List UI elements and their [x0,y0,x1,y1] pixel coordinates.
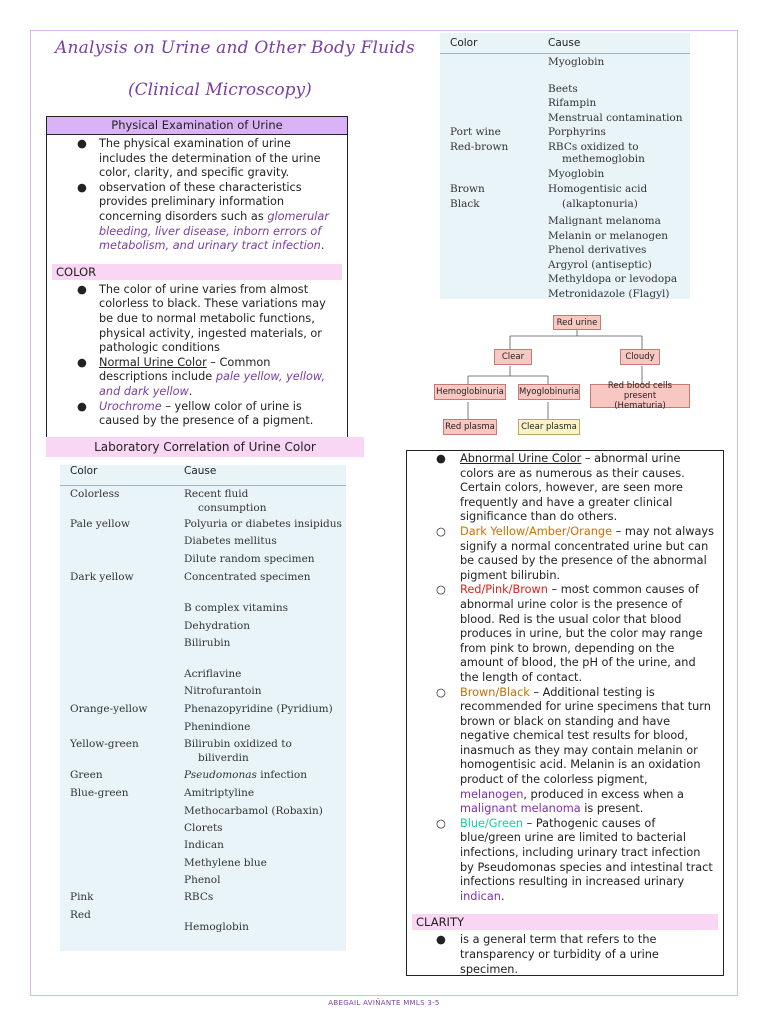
table-cell-cause: RBCs [184,891,214,903]
lab-correlation-title: Laboratory Correlation of Urine Color [46,437,364,457]
table-cell-color: Blue-green [70,787,129,799]
table-cell-cause: Methylene blue [184,857,267,869]
column-header-color: Color [70,465,98,477]
table-cell-cause: methemoglobin [562,153,645,165]
table-cell-cause: Hemoglobin [184,921,249,933]
list-item [407,452,723,525]
term-label: Normal Urine Color [99,355,207,369]
flow-node-hemoglobinuria: Hemoglobinuria [434,384,506,400]
bullet-text: The physical examination of urine includes the determination of the urine color, clarity, and specific gravity. [99,137,321,180]
bullet-text: – Common descriptions include [99,355,271,384]
list-item [47,137,347,181]
table-cell-cause: Pseudomonas infection [184,769,307,781]
circle-bullet-icon: ○ [436,685,446,699]
table-cell-color: Black [450,198,480,210]
bullet-icon: ● [77,399,87,413]
term-label: Urochrome [99,399,162,413]
abnormal-color-box [406,450,724,976]
table-cell-cause: Rifampin [548,97,597,109]
circle-bullet-icon: ○ [436,816,446,830]
list-item [47,283,347,356]
bullet-text: , produced in excess when a [523,787,684,801]
bullet-text: is present. [580,802,644,816]
circle-bullet-icon: ○ [436,583,446,597]
table-cell-cause: Diabetes mellitus [184,535,277,547]
bullet-icon: ● [77,355,87,369]
bullet-icon: ● [436,452,446,465]
column-header-color: Color [450,37,478,49]
bullet-icon: ● [77,180,87,194]
flow-node-rbc-present [590,381,690,411]
table-cell-cause: Menstrual contamination [548,112,683,124]
table-cell-color: Orange-yellow [70,703,148,715]
table-cell-cause: Dilute random specimen [184,553,315,565]
table-cell-cause: Bilirubin oxidized to [184,738,292,750]
table-cell-cause: Dehydration [184,620,250,632]
table-cell-cause: Methocarbamol (Robaxin) [184,805,323,817]
list-item [407,583,723,685]
flow-node-clear-plasma: Clear plasma [518,419,580,435]
table-cell-cause: Beets [548,83,578,95]
bullet-text-end: . [188,384,193,398]
table-cell-cause: biliverdin [198,752,249,764]
flow-node-red-urine: Red urine [553,315,601,330]
column-header-cause: Cause [548,37,581,49]
table-divider [440,53,690,54]
table-cell-cause: Methyldopa or levodopa [548,273,678,285]
bullet-text: – Pathogenic causes of blue/green urine are limited to bacterial infections, including urinary tract infection by Pseudomonas species and intestinal tract infections resulting in increased urinary [460,816,713,889]
bullet-text: – yellow color of urine is caused by the presence of a pigment. [99,399,314,428]
highlight-text: melanogen [460,787,524,801]
bullet-text: is a general term that refers to the transparency or turbidity of a urine specimen. [460,933,659,976]
table-cell-color: Brown [450,183,485,195]
table-cell-cause: Phenol [184,874,221,886]
bullet-text: – may not always signify a normal concentrated urine but can be caused by the presence of the abnormal pigment bilirubin. [460,524,714,582]
urine-color-table-left [60,465,346,951]
term-label: Brown/Black [460,685,530,699]
table-cell-cause: Concentrated specimen [184,571,311,583]
physical-exam-box [46,116,348,446]
clarity-header: CLARITY [412,914,718,930]
bullet-text: observation of these characteristics provides preliminary information concerning disorders such as [99,180,302,223]
highlight-text: pale yellow, yellow, and dark yellow [99,370,326,398]
bullet-text: . [500,889,505,903]
table-cell-cause: Argyrol (antiseptic) [548,259,652,271]
list-item [407,933,723,977]
table-cell-cause: Porphyrins [548,126,606,138]
urine-color-table-right [440,33,690,299]
table-cell-cause: Phenindione [184,721,251,733]
flow-node-clear: Clear [494,349,532,365]
table-cell-color: Pale yellow [70,518,130,530]
table-cell-cause: Recent fluid [184,488,249,500]
highlight-text: malignant melanoma [460,802,581,816]
table-cell-cause: Myoglobin [548,168,605,180]
bullet-text: – Additional testing is recommended for urine specimens that turn brown or black on standing and have negative chemical test results for blood, inasmuch as they may contain melanin or homogentisic acid. Melanin is an oxidation product of the colorless pigment, [460,685,711,787]
table-divider [60,485,346,486]
highlight-text: indican [460,889,501,903]
bullet-text: – abnormal urine colors are as numerous as their causes. Certain colors, however, are seen more frequently and have a greater clinical significance than do others. [460,452,685,524]
flow-node-hematuria-label: (Hematuria) [614,401,666,411]
flow-node-rbc-label: Red blood cells present [607,381,673,401]
bullet-icon: ● [436,933,446,947]
table-cell-color: Port wine [450,126,501,138]
bullet-icon: ● [77,282,87,296]
table-cell-color: Red-brown [450,141,509,153]
table-cell-color: Yellow-green [70,738,139,750]
page-title: Analysis on Urine and Other Body Fluids [55,38,415,58]
table-cell-cause: Nitrofurantoin [184,685,262,697]
table-cell-cause: Polyuria or diabetes insipidus [184,518,342,530]
table-cell-cause: B complex vitamins [184,602,289,614]
term-label: Abnormal Urine Color [460,452,582,465]
column-header-cause: Cause [184,465,217,477]
table-cell-cause: Metronidazole (Flagyl) [548,288,670,300]
list-item [407,525,723,583]
table-cell-cause: Malignant melanoma [548,215,661,227]
physical-exam-header: Physical Examination of Urine [47,117,347,135]
term-label: Red/Pink/Brown [460,583,548,597]
flow-node-myoglobinuria: Myoglobinuria [518,384,580,400]
list-item [407,686,723,817]
bullet-text: The color of urine varies from almost colorless to black. These variations may be due to normal metabolic functions, physical activity, ingested materials, or pathologic conditions [99,282,326,355]
table-cell-color: Dark yellow [70,571,134,583]
bullet-icon: ● [77,137,87,150]
list-item [47,356,347,400]
highlight-text: glomerular bleeding, liver disease, inborn errors of metabolism, and urinary tract infection [99,209,329,253]
table-cell-cause: RBCs oxidized to [548,141,639,153]
table-cell-cause: Amitriptyline [184,787,255,799]
bullet-text: – most common causes of abnormal urine color is the presence of blood. Red is the usual color that blood produces in urine, but the color may range from pink to brown, depending on the amount of blood, the pH of the urine, and the length of contact. [460,583,703,684]
table-cell-cause: Clorets [184,822,223,834]
list-item [47,181,347,254]
flow-node-red-plasma: Red plasma [443,419,497,435]
circle-bullet-icon: ○ [436,524,446,538]
table-cell-color: Red [70,909,91,921]
table-cell-cause: Melanin or melanogen [548,230,669,242]
list-item [47,400,347,429]
table-cell-color: Green [70,769,103,781]
flow-node-cloudy: Cloudy [620,349,660,365]
table-cell-cause: Acriflavine [184,668,242,680]
bullet-text-end: . [320,239,325,253]
table-cell-cause: Indican [184,839,224,851]
table-cell-cause: Phenol derivatives [548,244,647,256]
table-cell-cause: Homogentisic acid [548,183,648,195]
color-header: COLOR [52,264,342,280]
table-cell-cause: Phenazopyridine (Pyridium) [184,703,333,715]
table-cell-cause: Bilirubin [184,637,231,649]
table-cell-cause: Myoglobin [548,56,605,68]
table-cell-cause: (alkaptonuria) [562,198,638,210]
term-label: Blue/Green [460,816,524,830]
footer-author: ABEGAIL AVIÑANTE MMLS 3-5 [328,999,440,1007]
term-label: Dark Yellow/Amber/Orange [460,524,613,538]
list-item [407,817,723,905]
table-cell-cause: consumption [198,502,267,514]
page-subtitle: (Clinical Microscopy) [128,80,312,100]
table-cell-color: Colorless [70,488,120,500]
table-cell-color: Pink [70,891,94,903]
